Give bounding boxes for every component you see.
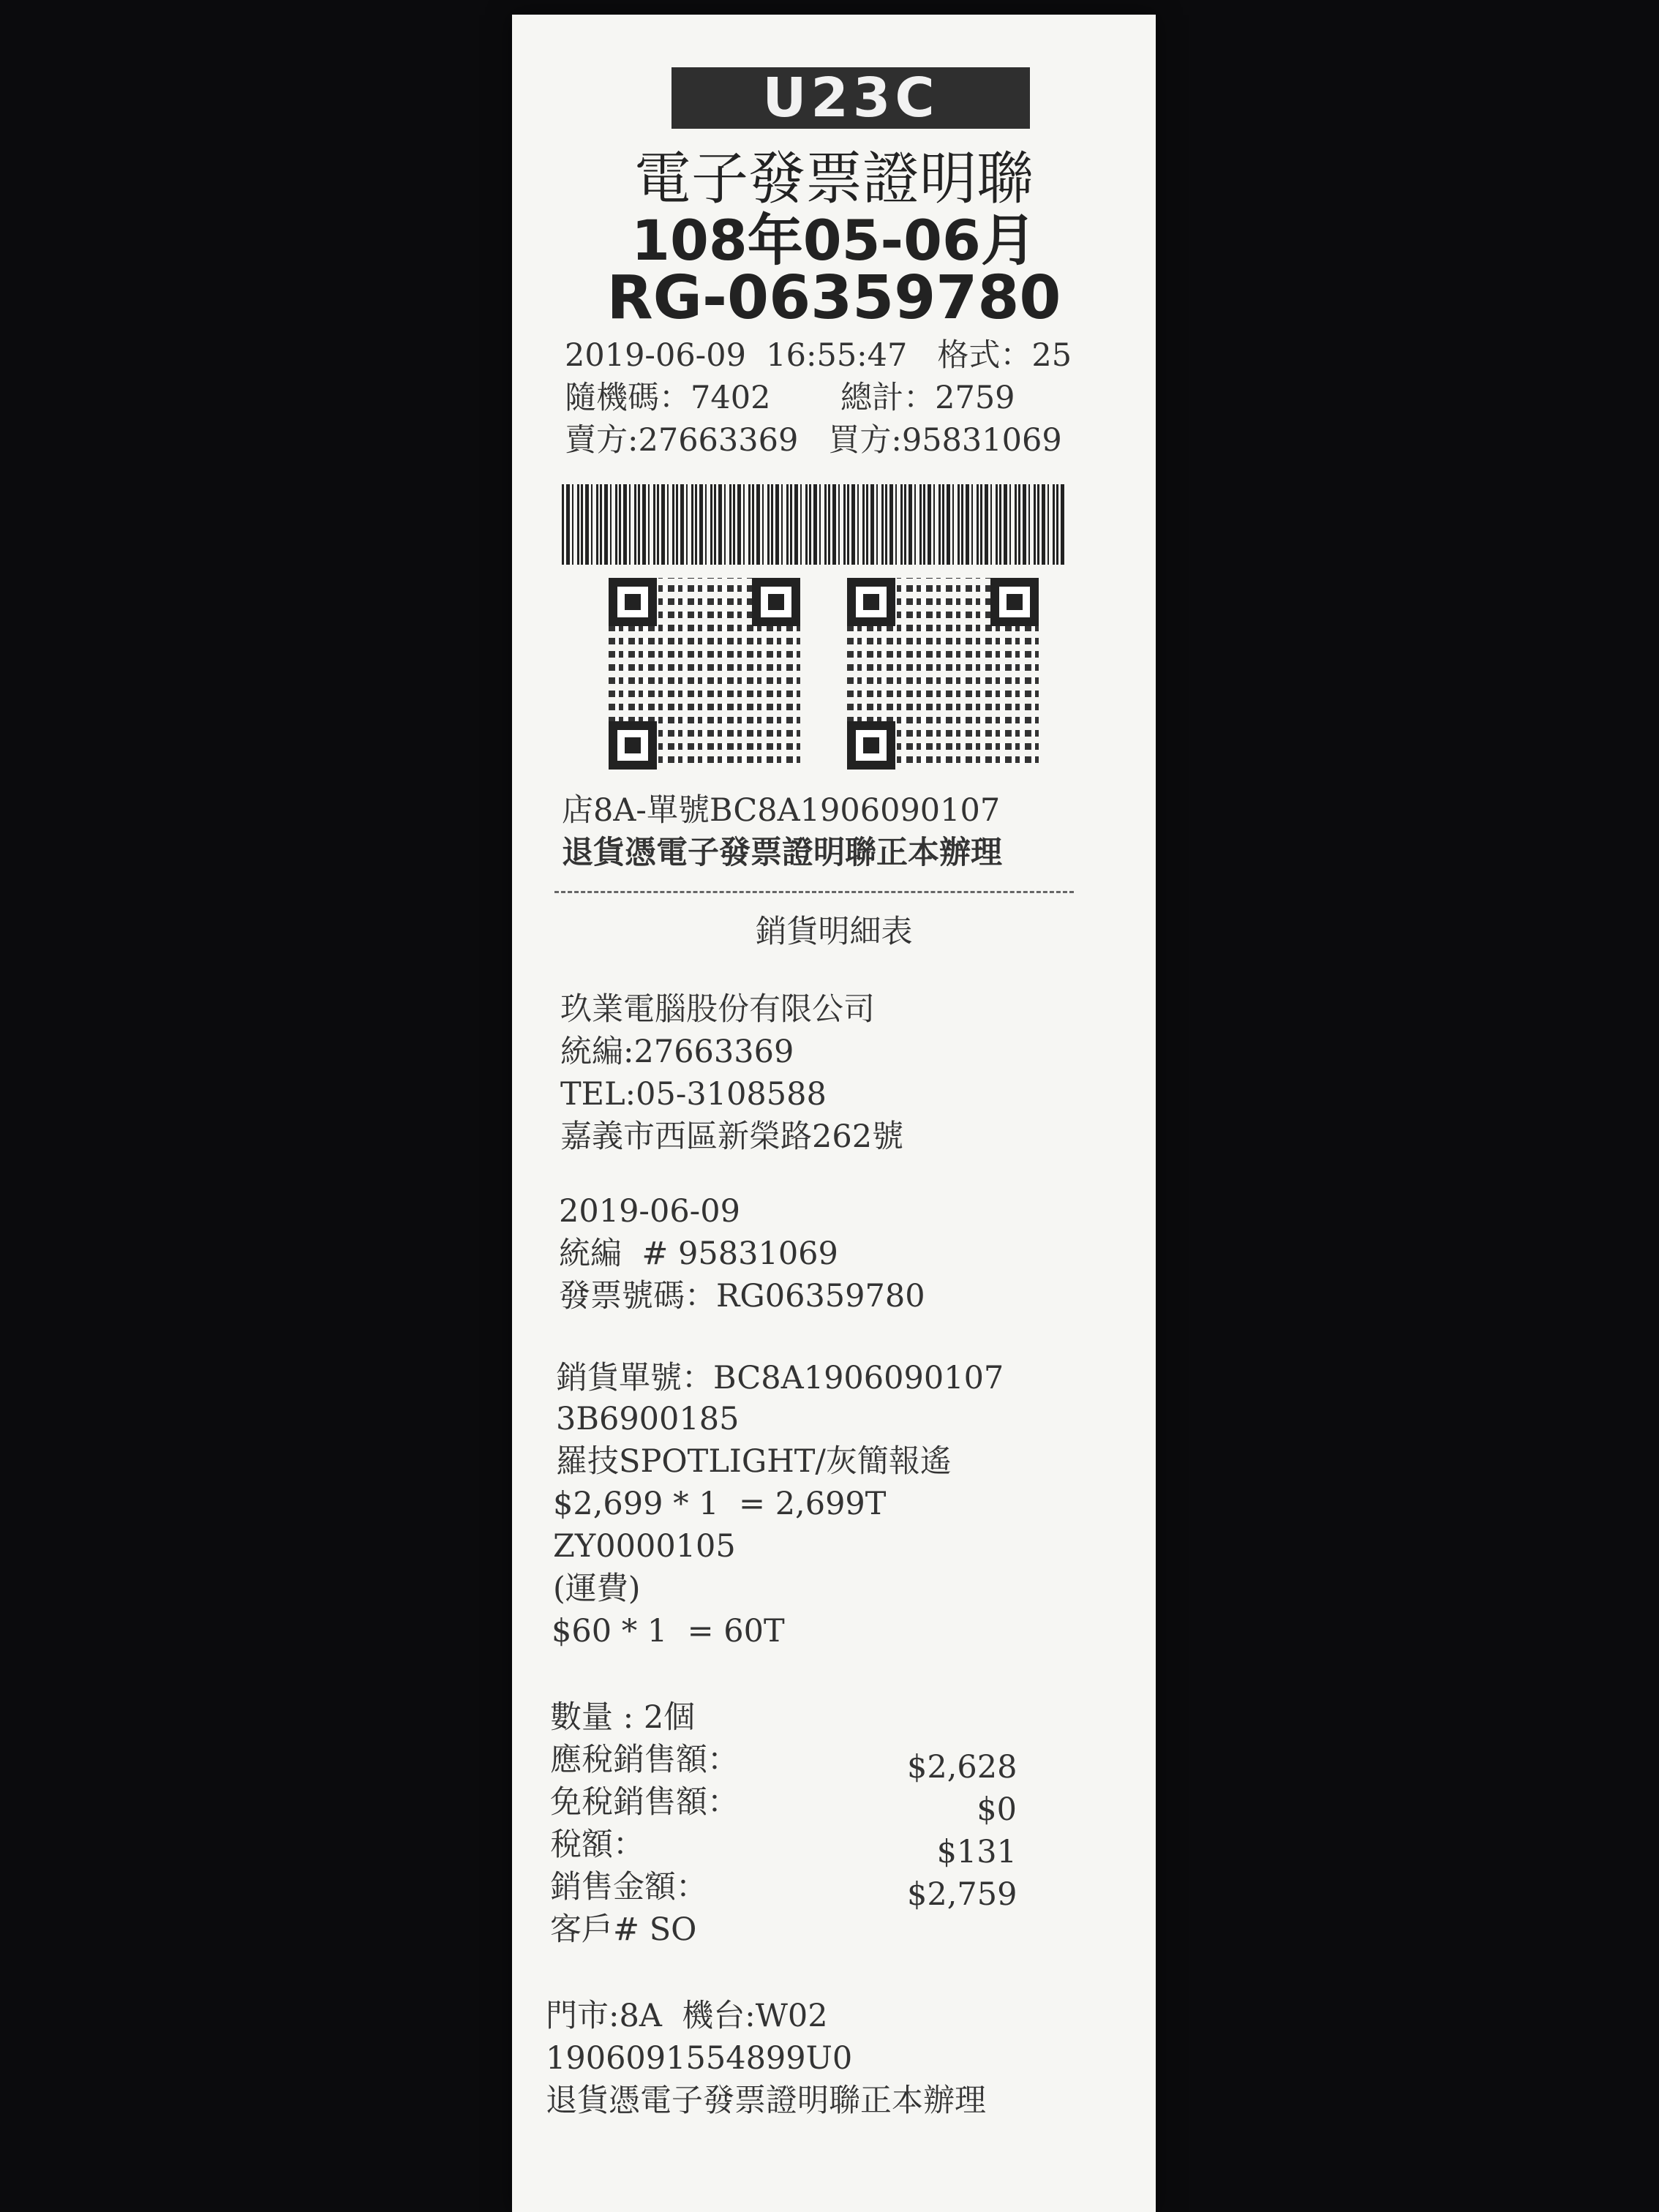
- header-datetime-format: 2019-06-09 16:55:47 格式：25: [565, 337, 1072, 374]
- item-code: 3B6900185: [556, 1401, 740, 1437]
- item-name: 羅技SPOTLIGHT/灰簡報遙: [556, 1443, 952, 1480]
- invoice-number: RG-06359780: [606, 263, 1061, 333]
- total-sales-label: 銷售金額：: [550, 1869, 707, 1906]
- item-name: (運費): [553, 1570, 641, 1607]
- header-seller-buyer: 賣方:27663369 買方:95831069: [565, 422, 1062, 459]
- company-tax-id: 統編:27663369: [560, 1034, 794, 1070]
- store-order-number: 店8A-單號BC8A1906090107: [562, 792, 1001, 829]
- tax-free-sales-value: $0: [977, 1791, 1017, 1828]
- invoice-title: 電子發票證明聯: [633, 146, 1034, 212]
- sales-order-number: 銷貨單號：BC8A1906090107: [556, 1360, 1004, 1396]
- header-random-total: 隨機碼：7402 總計：2759: [565, 380, 1015, 416]
- qr-finder: [847, 721, 895, 770]
- qr-finder: [752, 578, 800, 626]
- invoice-date: 2019-06-09: [559, 1193, 740, 1230]
- barcode: [562, 484, 1066, 565]
- brand-logo: U23C: [672, 67, 1030, 129]
- invoice-number-line: 發票號碼：RG06359780: [559, 1278, 925, 1314]
- return-note: 退貨憑電子發票證明聯正本辦理: [562, 835, 1002, 871]
- tax-free-sales-label: 免稅銷售額：: [550, 1784, 739, 1821]
- company-name: 玖業電腦股份有限公司: [560, 991, 875, 1028]
- item-price: $2,699 * 1 = 2,699T: [553, 1486, 887, 1522]
- qr-code-left: [609, 578, 800, 770]
- item-code: ZY0000105: [553, 1528, 736, 1565]
- footer-return-note: 退貨憑電子發票證明聯正本辦理: [546, 2083, 986, 2119]
- store-machine: 門市:8A 機台:W02: [546, 1998, 828, 2034]
- transaction-serial: 1906091554899U0: [546, 2040, 853, 2077]
- customer-number: 客戶# SO: [550, 1911, 697, 1948]
- divider: [554, 891, 1074, 893]
- qr-finder: [609, 578, 657, 626]
- taxable-sales-label: 應稅銷售額：: [550, 1742, 739, 1778]
- item-price: $60 * 1 = 60T: [552, 1613, 785, 1649]
- receipt-paper: [512, 15, 1156, 2212]
- invoice-period: 108年05-06月: [631, 208, 1037, 273]
- buyer-tax-id: 統編 # 95831069: [559, 1235, 838, 1272]
- qr-finder: [609, 721, 657, 770]
- detail-title: 銷貨明細表: [755, 914, 913, 950]
- tax-label: 稅額：: [550, 1827, 644, 1863]
- taxable-sales-value: $2,628: [907, 1749, 1017, 1786]
- total-sales-value: $2,759: [907, 1876, 1017, 1913]
- qr-finder: [847, 578, 895, 626]
- qr-code-right: [847, 578, 1039, 770]
- quantity: 數量 : 2個: [550, 1699, 696, 1736]
- company-address: 嘉義市西區新榮路262號: [560, 1118, 904, 1155]
- tax-value: $131: [936, 1834, 1017, 1870]
- company-tel: TEL:05-3108588: [560, 1076, 827, 1113]
- qr-finder: [990, 578, 1039, 626]
